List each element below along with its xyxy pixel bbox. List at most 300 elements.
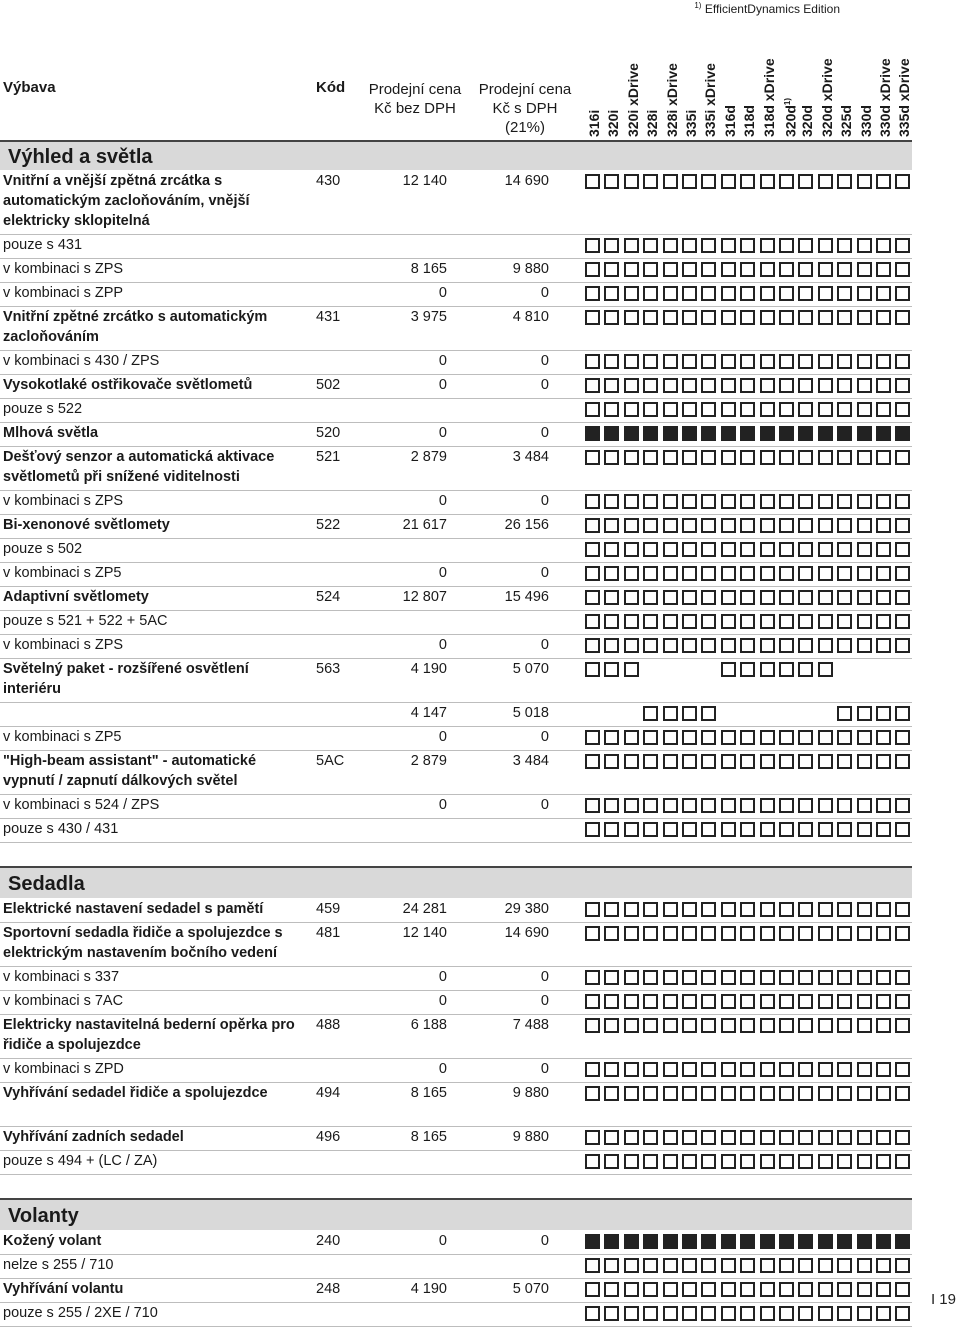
section-header: Volanty: [0, 1198, 912, 1230]
optional-equipment-marker: [663, 614, 678, 629]
optional-equipment-marker: [740, 238, 755, 253]
standard-equipment-marker: [585, 1234, 600, 1249]
price-with-vat: 0: [540, 493, 549, 509]
optional-equipment-marker: [798, 754, 813, 769]
optional-equipment-marker: [585, 1018, 600, 1033]
equipment-name: Vyhřívání sedadel řidiče a spolujezdce: [3, 1085, 268, 1101]
optional-equipment-marker: [779, 994, 794, 1009]
optional-equipment-marker: [837, 1258, 852, 1273]
table-row: [0, 922, 912, 967]
optional-equipment-marker: [798, 1282, 813, 1297]
standard-equipment-marker: [895, 426, 910, 441]
table-row: [0, 794, 912, 819]
optional-equipment-marker: [663, 450, 678, 465]
optional-equipment-marker: [663, 310, 678, 325]
optional-equipment-marker: [682, 754, 697, 769]
header-vybava: Výbava: [3, 79, 56, 96]
optional-equipment-marker: [604, 354, 619, 369]
optional-equipment-marker: [682, 566, 697, 581]
optional-equipment-marker: [760, 402, 775, 417]
optional-equipment-marker: [857, 1018, 872, 1033]
optional-equipment-marker: [779, 174, 794, 189]
optional-equipment-marker: [701, 566, 716, 581]
model-header: 320i xDrive: [624, 63, 641, 137]
optional-equipment-marker: [585, 566, 600, 581]
optional-equipment-marker: [604, 174, 619, 189]
price-without-vat: 4 190: [410, 1281, 447, 1297]
optional-equipment-marker: [779, 1258, 794, 1273]
optional-equipment-marker: [682, 1306, 697, 1321]
table-row: [0, 966, 912, 991]
optional-equipment-marker: [740, 1018, 755, 1033]
optional-equipment-marker: [837, 1018, 852, 1033]
optional-equipment-marker: [624, 1306, 639, 1321]
optional-equipment-marker: [624, 402, 639, 417]
equipment-condition: pouze s 255 / 2XE / 710: [3, 1305, 158, 1321]
optional-equipment-marker: [876, 1306, 891, 1321]
optional-equipment-marker: [779, 1018, 794, 1033]
optional-equipment-marker: [701, 1062, 716, 1077]
equipment-condition: v kombinaci s ZP5: [3, 565, 122, 581]
optional-equipment-marker: [585, 238, 600, 253]
optional-equipment-marker: [585, 262, 600, 277]
optional-equipment-marker: [876, 970, 891, 985]
price-without-vat: 8 165: [410, 1085, 447, 1101]
model-header: 328i xDrive: [663, 63, 680, 137]
optional-equipment-marker: [663, 566, 678, 581]
table-row: [0, 750, 912, 795]
optional-equipment-marker: [798, 518, 813, 533]
optional-equipment-marker: [779, 730, 794, 745]
table-row: [0, 258, 912, 283]
optional-equipment-marker: [818, 1018, 833, 1033]
optional-equipment-marker: [701, 310, 716, 325]
optional-equipment-marker: [798, 798, 813, 813]
option-code: 431: [316, 309, 341, 325]
optional-equipment-marker: [798, 310, 813, 325]
optional-equipment-marker: [837, 926, 852, 941]
optional-equipment-marker: [682, 994, 697, 1009]
price-without-vat: 0: [438, 1233, 447, 1249]
optional-equipment-marker: [740, 822, 755, 837]
optional-equipment-marker: [740, 1306, 755, 1321]
optional-equipment-marker: [604, 402, 619, 417]
optional-equipment-marker: [857, 518, 872, 533]
optional-equipment-marker: [837, 286, 852, 301]
standard-equipment-marker: [818, 426, 833, 441]
optional-equipment-marker: [837, 970, 852, 985]
model-header: 318d: [741, 105, 758, 137]
optional-equipment-marker: [643, 1306, 658, 1321]
optional-equipment-marker: [760, 822, 775, 837]
price-without-vat: 8 165: [410, 1129, 447, 1145]
optional-equipment-marker: [643, 614, 658, 629]
equipment-condition: v kombinaci s 430 / ZPS: [3, 353, 160, 369]
optional-equipment-marker: [779, 378, 794, 393]
optional-equipment-marker: [604, 662, 619, 677]
optional-equipment-marker: [663, 174, 678, 189]
optional-equipment-marker: [895, 902, 910, 917]
optional-equipment-marker: [701, 286, 716, 301]
header-kod: Kód: [316, 79, 346, 96]
option-code: 521: [316, 449, 341, 465]
table-row: [0, 1254, 912, 1279]
table-row: [0, 898, 912, 923]
optional-equipment-marker: [682, 706, 697, 721]
optional-equipment-marker: [721, 1282, 736, 1297]
optional-equipment-marker: [682, 902, 697, 917]
optional-equipment-marker: [740, 662, 755, 677]
optional-equipment-marker: [876, 518, 891, 533]
optional-equipment-marker: [624, 994, 639, 1009]
optional-equipment-marker: [798, 262, 813, 277]
optional-equipment-marker: [624, 1154, 639, 1169]
optional-equipment-marker: [760, 1154, 775, 1169]
optional-equipment-marker: [624, 614, 639, 629]
optional-equipment-marker: [682, 286, 697, 301]
equipment-name: Dešťový senzor a automatická aktivace světlometů při snížené viditelnosti: [3, 449, 275, 485]
optional-equipment-marker: [760, 286, 775, 301]
optional-equipment-marker: [682, 822, 697, 837]
optional-equipment-marker: [701, 238, 716, 253]
optional-equipment-marker: [682, 494, 697, 509]
optional-equipment-marker: [779, 310, 794, 325]
optional-equipment-marker: [682, 614, 697, 629]
optional-equipment-marker: [876, 542, 891, 557]
optional-equipment-marker: [779, 402, 794, 417]
optional-equipment-marker: [740, 1282, 755, 1297]
optional-equipment-marker: [624, 822, 639, 837]
optional-equipment-marker: [624, 518, 639, 533]
optional-equipment-marker: [779, 1282, 794, 1297]
optional-equipment-marker: [721, 754, 736, 769]
price-without-vat: 6 188: [410, 1017, 447, 1033]
equipment-name: Mlhová světla: [3, 425, 99, 441]
optional-equipment-marker: [760, 262, 775, 277]
optional-equipment-marker: [876, 1154, 891, 1169]
optional-equipment-marker: [837, 1062, 852, 1077]
optional-equipment-marker: [740, 754, 755, 769]
optional-equipment-marker: [643, 970, 658, 985]
optional-equipment-marker: [604, 822, 619, 837]
optional-equipment-marker: [701, 1154, 716, 1169]
option-code: 494: [316, 1085, 341, 1101]
option-code: 563: [316, 661, 341, 677]
optional-equipment-marker: [585, 902, 600, 917]
optional-equipment-marker: [760, 566, 775, 581]
optional-equipment-marker: [624, 286, 639, 301]
equipment-condition: v kombinaci s ZPP: [3, 285, 124, 301]
table-row: [0, 1014, 912, 1059]
optional-equipment-marker: [682, 1154, 697, 1169]
optional-equipment-marker: [837, 730, 852, 745]
optional-equipment-marker: [818, 238, 833, 253]
table-row: [0, 1150, 912, 1175]
optional-equipment-marker: [701, 614, 716, 629]
optional-equipment-marker: [682, 1282, 697, 1297]
optional-equipment-marker: [857, 706, 872, 721]
optional-equipment-marker: [837, 378, 852, 393]
optional-equipment-marker: [643, 1086, 658, 1101]
equipment-name: Vyhřívání zadních sedadel: [3, 1129, 184, 1145]
optional-equipment-marker: [895, 1282, 910, 1297]
optional-equipment-marker: [760, 926, 775, 941]
optional-equipment-marker: [798, 450, 813, 465]
optional-equipment-marker: [837, 1086, 852, 1101]
price-with-vat: 0: [540, 1061, 549, 1077]
optional-equipment-marker: [760, 518, 775, 533]
optional-equipment-marker: [643, 706, 658, 721]
optional-equipment-marker: [604, 1086, 619, 1101]
optional-equipment-marker: [624, 1258, 639, 1273]
optional-equipment-marker: [798, 590, 813, 605]
price-with-vat: 9 880: [512, 261, 549, 277]
optional-equipment-marker: [663, 1306, 678, 1321]
option-code: 481: [316, 925, 341, 941]
optional-equipment-marker: [818, 590, 833, 605]
optional-equipment-marker: [837, 450, 852, 465]
optional-equipment-marker: [701, 1018, 716, 1033]
optional-equipment-marker: [624, 1282, 639, 1297]
equipment-condition: pouze s 494 + (LC / ZA): [3, 1153, 158, 1169]
optional-equipment-marker: [701, 970, 716, 985]
optional-equipment-marker: [585, 402, 600, 417]
optional-equipment-marker: [798, 378, 813, 393]
optional-equipment-marker: [624, 494, 639, 509]
option-code: 522: [316, 517, 341, 533]
optional-equipment-marker: [585, 822, 600, 837]
optional-equipment-marker: [663, 402, 678, 417]
optional-equipment-marker: [663, 994, 678, 1009]
price-with-vat: 4 810: [512, 309, 549, 325]
optional-equipment-marker: [604, 1154, 619, 1169]
optional-equipment-marker: [740, 730, 755, 745]
optional-equipment-marker: [779, 902, 794, 917]
optional-equipment-marker: [585, 1086, 600, 1101]
optional-equipment-marker: [663, 798, 678, 813]
optional-equipment-marker: [721, 638, 736, 653]
optional-equipment-marker: [895, 994, 910, 1009]
price-with-vat: 7 488: [512, 1017, 549, 1033]
price-without-vat: 0: [438, 353, 447, 369]
optional-equipment-marker: [818, 566, 833, 581]
optional-equipment-marker: [876, 174, 891, 189]
price-with-vat: 9 880: [512, 1129, 549, 1145]
optional-equipment-marker: [701, 798, 716, 813]
optional-equipment-marker: [857, 174, 872, 189]
optional-equipment-marker: [643, 174, 658, 189]
optional-equipment-marker: [857, 994, 872, 1009]
optional-equipment-marker: [701, 542, 716, 557]
optional-equipment-marker: [585, 590, 600, 605]
optional-equipment-marker: [721, 590, 736, 605]
standard-equipment-marker: [624, 426, 639, 441]
price-with-vat: 9 880: [512, 1085, 549, 1101]
optional-equipment-marker: [895, 354, 910, 369]
optional-equipment-marker: [779, 970, 794, 985]
page-number: I 19: [930, 1291, 956, 1308]
equipment-condition: v kombinaci s ZP5: [3, 729, 122, 745]
optional-equipment-marker: [857, 730, 872, 745]
optional-equipment-marker: [876, 402, 891, 417]
optional-equipment-marker: [837, 822, 852, 837]
equipment-name: "High-beam assistant" - automatické vypnutí / zapnutí dálkových světel: [3, 753, 257, 789]
equipment-condition: v kombinaci s ZPS: [3, 637, 124, 653]
price-with-vat: 0: [540, 565, 549, 581]
optional-equipment-marker: [740, 902, 755, 917]
optional-equipment-marker: [837, 310, 852, 325]
optional-equipment-marker: [857, 566, 872, 581]
optional-equipment-marker: [721, 1306, 736, 1321]
table-row: [0, 726, 912, 751]
price-with-vat: 14 690: [504, 925, 549, 941]
optional-equipment-marker: [682, 174, 697, 189]
optional-equipment-marker: [798, 1130, 813, 1145]
optional-equipment-marker: [740, 590, 755, 605]
optional-equipment-marker: [721, 518, 736, 533]
optional-equipment-marker: [740, 970, 755, 985]
optional-equipment-marker: [740, 566, 755, 581]
optional-equipment-marker: [721, 1018, 736, 1033]
optional-equipment-marker: [818, 354, 833, 369]
optional-equipment-marker: [604, 970, 619, 985]
optional-equipment-marker: [740, 542, 755, 557]
standard-equipment-marker: [760, 1234, 775, 1249]
optional-equipment-marker: [604, 378, 619, 393]
equipment-name: Bi-xenonové světlomety: [3, 517, 170, 533]
optional-equipment-marker: [779, 1306, 794, 1321]
optional-equipment-marker: [701, 902, 716, 917]
optional-equipment-marker: [682, 238, 697, 253]
table-row: [0, 538, 912, 563]
optional-equipment-marker: [895, 1086, 910, 1101]
optional-equipment-marker: [895, 1130, 910, 1145]
price-with-vat: 3 484: [512, 753, 549, 769]
optional-equipment-marker: [604, 1258, 619, 1273]
optional-equipment-marker: [818, 730, 833, 745]
price-without-vat: 0: [438, 285, 447, 301]
optional-equipment-marker: [818, 994, 833, 1009]
optional-equipment-marker: [682, 1130, 697, 1145]
optional-equipment-marker: [895, 1258, 910, 1273]
optional-equipment-marker: [895, 402, 910, 417]
optional-equipment-marker: [682, 402, 697, 417]
optional-equipment-marker: [701, 1282, 716, 1297]
optional-equipment-marker: [663, 1130, 678, 1145]
price-with-vat: 5 018: [512, 705, 549, 721]
optional-equipment-marker: [663, 638, 678, 653]
price-without-vat: 8 165: [410, 261, 447, 277]
optional-equipment-marker: [876, 754, 891, 769]
optional-equipment-marker: [682, 542, 697, 557]
optional-equipment-marker: [857, 1154, 872, 1169]
optional-equipment-marker: [643, 238, 658, 253]
optional-equipment-marker: [837, 542, 852, 557]
footnote-efficientdynamics: $^{1)}$ EfficientDynamics Edition: [694, 1, 840, 16]
option-code: 5AC: [316, 753, 345, 769]
optional-equipment-marker: [760, 614, 775, 629]
equipment-condition: v kombinaci s 7AC: [3, 993, 124, 1009]
standard-equipment-marker: [798, 426, 813, 441]
optional-equipment-marker: [818, 926, 833, 941]
optional-equipment-marker: [624, 174, 639, 189]
standard-equipment-marker: [663, 426, 678, 441]
optional-equipment-marker: [760, 1282, 775, 1297]
optional-equipment-marker: [818, 638, 833, 653]
optional-equipment-marker: [837, 638, 852, 653]
price-with-vat: 0: [540, 1233, 549, 1249]
optional-equipment-marker: [818, 174, 833, 189]
optional-equipment-marker: [818, 1282, 833, 1297]
optional-equipment-marker: [798, 614, 813, 629]
optional-equipment-marker: [818, 286, 833, 301]
price-with-vat: 0: [540, 353, 549, 369]
optional-equipment-marker: [663, 590, 678, 605]
price-without-vat: 0: [438, 969, 447, 985]
optional-equipment-marker: [740, 518, 755, 533]
optional-equipment-marker: [857, 902, 872, 917]
optional-equipment-marker: [643, 518, 658, 533]
optional-equipment-marker: [701, 450, 716, 465]
optional-equipment-marker: [585, 310, 600, 325]
table-row: [0, 562, 912, 587]
optional-equipment-marker: [663, 262, 678, 277]
table-row: [0, 446, 912, 491]
optional-equipment-marker: [721, 450, 736, 465]
table-row: [0, 990, 912, 1015]
optional-equipment-marker: [818, 402, 833, 417]
optional-equipment-marker: [604, 1130, 619, 1145]
optional-equipment-marker: [663, 1018, 678, 1033]
optional-equipment-marker: [760, 994, 775, 1009]
optional-equipment-marker: [624, 754, 639, 769]
optional-equipment-marker: [604, 450, 619, 465]
optional-equipment-marker: [604, 518, 619, 533]
optional-equipment-marker: [895, 798, 910, 813]
optional-equipment-marker: [701, 994, 716, 1009]
optional-equipment-marker: [818, 1130, 833, 1145]
optional-equipment-marker: [779, 1062, 794, 1077]
table-row: [0, 1082, 912, 1127]
standard-equipment-marker: [876, 1234, 891, 1249]
optional-equipment-marker: [818, 822, 833, 837]
table-row: [0, 658, 912, 703]
optional-equipment-marker: [663, 542, 678, 557]
optional-equipment-marker: [643, 286, 658, 301]
equipment-condition: pouze s 521 + 522 + 5AC: [3, 613, 168, 629]
standard-equipment-marker: [643, 1234, 658, 1249]
optional-equipment-marker: [837, 262, 852, 277]
optional-equipment-marker: [721, 402, 736, 417]
table-row: [0, 514, 912, 539]
optional-equipment-marker: [837, 902, 852, 917]
standard-equipment-marker: [798, 1234, 813, 1249]
optional-equipment-marker: [837, 1154, 852, 1169]
optional-equipment-marker: [721, 822, 736, 837]
optional-equipment-marker: [624, 798, 639, 813]
optional-equipment-marker: [818, 614, 833, 629]
optional-equipment-marker: [779, 754, 794, 769]
optional-equipment-marker: [682, 262, 697, 277]
optional-equipment-marker: [624, 1130, 639, 1145]
price-without-vat: 4 190: [410, 661, 447, 677]
price-without-vat: 0: [438, 493, 447, 509]
optional-equipment-marker: [624, 354, 639, 369]
standard-equipment-marker: [779, 1234, 794, 1249]
optional-equipment-marker: [643, 378, 658, 393]
equipment-name: Elektrické nastavení sedadel s pamětí: [3, 901, 264, 917]
optional-equipment-marker: [701, 262, 716, 277]
